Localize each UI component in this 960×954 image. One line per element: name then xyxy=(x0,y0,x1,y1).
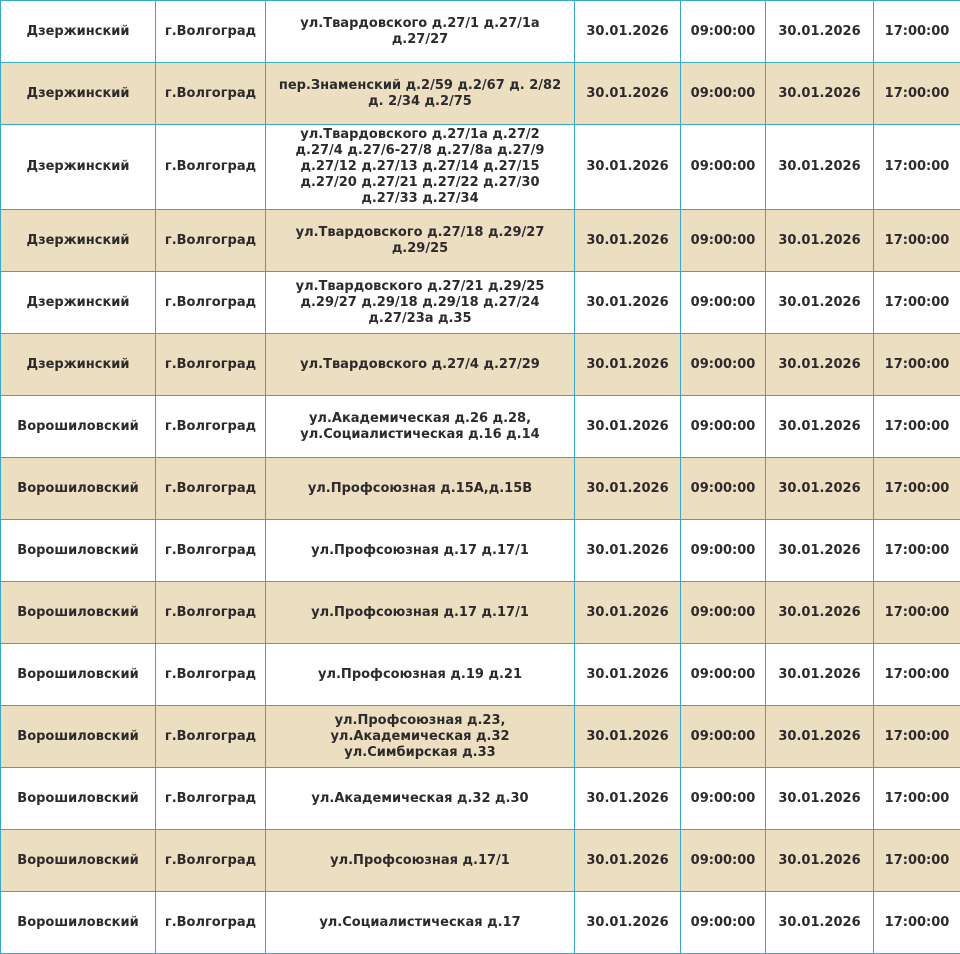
city-cell: г.Волгоград xyxy=(156,644,266,706)
table-row xyxy=(1,63,960,125)
end-date-cell: 30.01.2026 xyxy=(766,334,874,396)
district-cell: Ворошиловский xyxy=(1,892,156,954)
city-cell: г.Волгоград xyxy=(156,272,266,334)
address-cell: ул.Профсоюзная д.17 д.17/1 xyxy=(266,520,575,582)
end-time-cell: 17:00:00 xyxy=(874,63,960,125)
city-cell: г.Волгоград xyxy=(156,706,266,768)
district-cell: Ворошиловский xyxy=(1,768,156,830)
table-row xyxy=(1,458,960,520)
table-row xyxy=(1,396,960,458)
end-time-cell: 17:00:00 xyxy=(874,644,960,706)
start-time-cell: 09:00:00 xyxy=(681,396,766,458)
end-time-cell: 17:00:00 xyxy=(874,210,960,272)
address-cell: ул.Академическая д.32 д.30 xyxy=(266,768,575,830)
start-time-cell: 09:00:00 xyxy=(681,334,766,396)
address-cell: ул.Твардовского д.27/1 д.27/1а д.27/27 xyxy=(266,1,575,63)
end-time-cell: 17:00:00 xyxy=(874,1,960,63)
city-cell: г.Волгоград xyxy=(156,892,266,954)
address-cell: ул.Твардовского д.27/1а д.27/2 д.27/4 д.27/6-27/8 д.27/8а д.27/9 д.27/12 д.27/13 д.27/14 д.27/15 д.27/20 д.27/21 д.27/22 д.27/30 д.27/33 д.27/34 xyxy=(266,125,575,210)
end-date-cell: 30.01.2026 xyxy=(766,125,874,210)
end-date-cell: 30.01.2026 xyxy=(766,520,874,582)
start-time-cell: 09:00:00 xyxy=(681,1,766,63)
start-date-cell: 30.01.2026 xyxy=(575,830,681,892)
address-cell: ул.Профсоюзная д.15А,д.15В xyxy=(266,458,575,520)
district-cell: Ворошиловский xyxy=(1,396,156,458)
start-time-cell: 09:00:00 xyxy=(681,272,766,334)
end-date-cell: 30.01.2026 xyxy=(766,458,874,520)
table-row xyxy=(1,272,960,334)
address-cell: пер.Знаменский д.2/59 д.2/67 д. 2/82 д. 2/34 д.2/75 xyxy=(266,63,575,125)
city-cell: г.Волгоград xyxy=(156,520,266,582)
start-time-cell: 09:00:00 xyxy=(681,830,766,892)
table-row xyxy=(1,768,960,830)
start-time-cell: 09:00:00 xyxy=(681,210,766,272)
city-cell: г.Волгоград xyxy=(156,396,266,458)
city-cell: г.Волгоград xyxy=(156,334,266,396)
address-cell: ул.Твардовского д.27/18 д.29/27 д.29/25 xyxy=(266,210,575,272)
end-time-cell: 17:00:00 xyxy=(874,396,960,458)
city-cell: г.Волгоград xyxy=(156,210,266,272)
address-cell: ул.Профсоюзная д.17 д.17/1 xyxy=(266,582,575,644)
end-time-cell: 17:00:00 xyxy=(874,892,960,954)
end-time-cell: 17:00:00 xyxy=(874,830,960,892)
end-date-cell: 30.01.2026 xyxy=(766,1,874,63)
table-row xyxy=(1,125,960,210)
table-row xyxy=(1,582,960,644)
start-date-cell: 30.01.2026 xyxy=(575,396,681,458)
end-date-cell: 30.01.2026 xyxy=(766,272,874,334)
end-date-cell: 30.01.2026 xyxy=(766,396,874,458)
address-cell: ул.Профсоюзная д.23, ул.Академическая д.32 ул.Симбирская д.33 xyxy=(266,706,575,768)
end-date-cell: 30.01.2026 xyxy=(766,644,874,706)
table-row xyxy=(1,830,960,892)
start-date-cell: 30.01.2026 xyxy=(575,210,681,272)
start-time-cell: 09:00:00 xyxy=(681,706,766,768)
end-date-cell: 30.01.2026 xyxy=(766,210,874,272)
table-row xyxy=(1,210,960,272)
district-cell: Ворошиловский xyxy=(1,706,156,768)
end-time-cell: 17:00:00 xyxy=(874,334,960,396)
district-cell: Дзержинский xyxy=(1,334,156,396)
start-date-cell: 30.01.2026 xyxy=(575,582,681,644)
address-cell: ул.Профсоюзная д.17/1 xyxy=(266,830,575,892)
start-date-cell: 30.01.2026 xyxy=(575,272,681,334)
start-date-cell: 30.01.2026 xyxy=(575,644,681,706)
end-date-cell: 30.01.2026 xyxy=(766,892,874,954)
district-cell: Ворошиловский xyxy=(1,520,156,582)
end-time-cell: 17:00:00 xyxy=(874,125,960,210)
district-cell: Дзержинский xyxy=(1,125,156,210)
address-cell: ул.Академическая д.26 д.28, ул.Социалистическая д.16 д.14 xyxy=(266,396,575,458)
city-cell: г.Волгоград xyxy=(156,582,266,644)
start-date-cell: 30.01.2026 xyxy=(575,458,681,520)
district-cell: Ворошиловский xyxy=(1,458,156,520)
start-time-cell: 09:00:00 xyxy=(681,644,766,706)
end-time-cell: 17:00:00 xyxy=(874,272,960,334)
address-cell: ул.Твардовского д.27/21 д.29/25 д.29/27 д.29/18 д.29/18 д.27/24 д.27/23а д.35 xyxy=(266,272,575,334)
address-cell: ул.Профсоюзная д.19 д.21 xyxy=(266,644,575,706)
city-cell: г.Волгоград xyxy=(156,830,266,892)
district-cell: Ворошиловский xyxy=(1,644,156,706)
district-cell: Ворошиловский xyxy=(1,582,156,644)
table-row xyxy=(1,644,960,706)
start-date-cell: 30.01.2026 xyxy=(575,63,681,125)
district-cell: Дзержинский xyxy=(1,63,156,125)
table-row xyxy=(1,520,960,582)
table-row xyxy=(1,892,960,954)
district-cell: Дзержинский xyxy=(1,272,156,334)
city-cell: г.Волгоград xyxy=(156,63,266,125)
start-date-cell: 30.01.2026 xyxy=(575,1,681,63)
start-time-cell: 09:00:00 xyxy=(681,768,766,830)
district-cell: Дзержинский xyxy=(1,1,156,63)
end-date-cell: 30.01.2026 xyxy=(766,830,874,892)
address-cell: ул.Твардовского д.27/4 д.27/29 xyxy=(266,334,575,396)
end-time-cell: 17:00:00 xyxy=(874,582,960,644)
start-time-cell: 09:00:00 xyxy=(681,63,766,125)
city-cell: г.Волгоград xyxy=(156,768,266,830)
start-time-cell: 09:00:00 xyxy=(681,458,766,520)
address-cell: ул.Социалистическая д.17 xyxy=(266,892,575,954)
start-time-cell: 09:00:00 xyxy=(681,892,766,954)
city-cell: г.Волгоград xyxy=(156,1,266,63)
start-date-cell: 30.01.2026 xyxy=(575,125,681,210)
start-time-cell: 09:00:00 xyxy=(681,520,766,582)
district-cell: Дзержинский xyxy=(1,210,156,272)
start-time-cell: 09:00:00 xyxy=(681,125,766,210)
start-date-cell: 30.01.2026 xyxy=(575,892,681,954)
end-date-cell: 30.01.2026 xyxy=(766,63,874,125)
end-date-cell: 30.01.2026 xyxy=(766,768,874,830)
start-date-cell: 30.01.2026 xyxy=(575,520,681,582)
district-cell: Ворошиловский xyxy=(1,830,156,892)
start-date-cell: 30.01.2026 xyxy=(575,334,681,396)
table-row xyxy=(1,334,960,396)
end-date-cell: 30.01.2026 xyxy=(766,582,874,644)
end-time-cell: 17:00:00 xyxy=(874,706,960,768)
start-time-cell: 09:00:00 xyxy=(681,582,766,644)
city-cell: г.Волгоград xyxy=(156,458,266,520)
table-row xyxy=(1,1,960,63)
end-time-cell: 17:00:00 xyxy=(874,458,960,520)
start-date-cell: 30.01.2026 xyxy=(575,768,681,830)
table-row xyxy=(1,706,960,768)
end-time-cell: 17:00:00 xyxy=(874,520,960,582)
start-date-cell: 30.01.2026 xyxy=(575,706,681,768)
city-cell: г.Волгоград xyxy=(156,125,266,210)
end-date-cell: 30.01.2026 xyxy=(766,706,874,768)
end-time-cell: 17:00:00 xyxy=(874,768,960,830)
